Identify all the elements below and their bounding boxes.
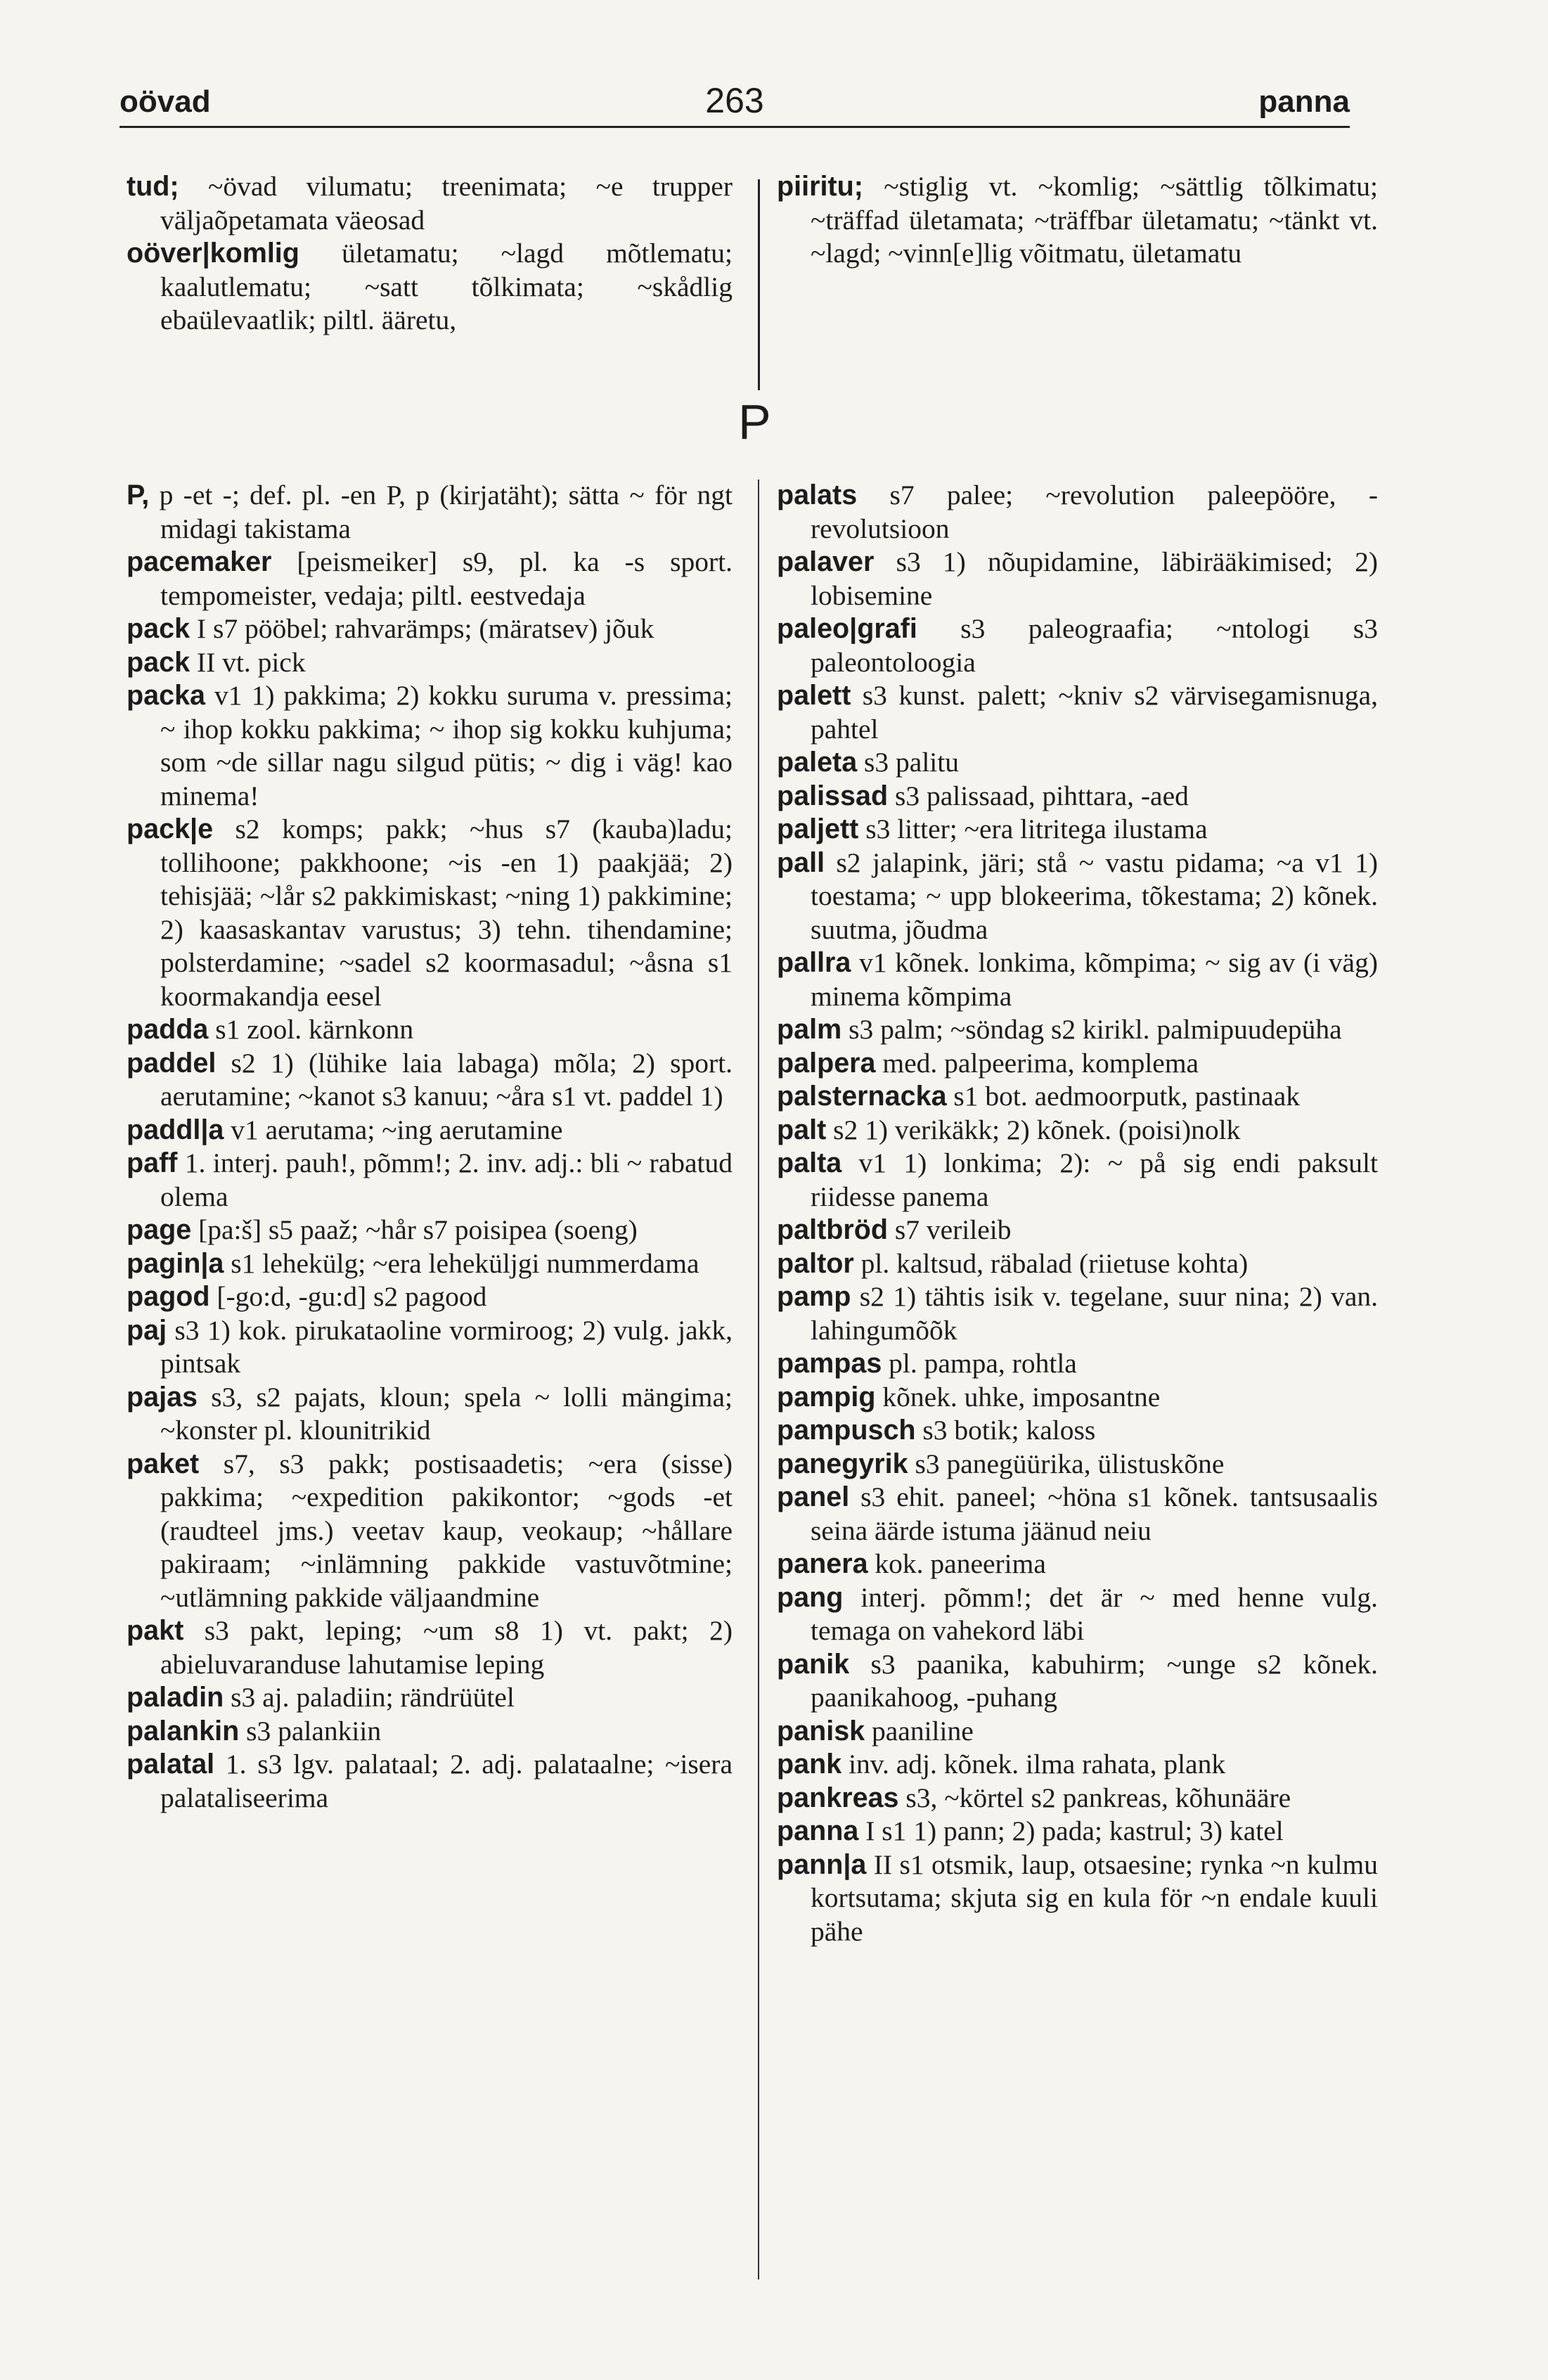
- headword: paljett: [777, 813, 859, 844]
- headword: palta: [777, 1147, 842, 1178]
- dictionary-entry: P, p -et -; def. pl. -en P, p (kirjatäht); sätta ~ för ngt midagi takistama: [127, 480, 733, 544]
- headword: paj: [127, 1314, 167, 1346]
- dictionary-entry: pacemaker [peismeiker] s9, pl. ka -s sport. tempomeister, vedaja; piltl. eestvedaja: [127, 546, 733, 611]
- headword: palm: [777, 1014, 842, 1045]
- headword: pang: [777, 1581, 844, 1613]
- page-number: 263: [705, 81, 764, 120]
- dictionary-entry: pank inv. adj. kõnek. ilma rahata, plank: [777, 1749, 1226, 1780]
- headword: pakt: [127, 1615, 184, 1646]
- headword: palett: [777, 680, 851, 711]
- dictionary-entry: palats s7 palee; ~revolution paleepööre, -revolutsioon: [777, 480, 1378, 544]
- dictionary-entry: paleta s3 palitu: [777, 747, 959, 778]
- headword: piiritu;: [777, 171, 863, 202]
- running-head: [120, 70, 1350, 134]
- dictionary-entry: pampas pl. pampa, rohtla: [777, 1348, 1077, 1379]
- dictionary-entry: paddl|a v1 aerutama; ~ing aerutamine: [127, 1114, 563, 1145]
- headword: pampig: [777, 1381, 876, 1413]
- headword: palaver: [777, 546, 875, 577]
- dictionary-entry: paj s3 1) kok. pirukataoline vormiroog; 2) vulg. jakk, pintsak: [127, 1314, 733, 1379]
- headword: pankreas: [777, 1782, 899, 1813]
- headword: pagin|a: [127, 1247, 224, 1279]
- dictionary-entry: pampig kõnek. uhke, imposantne: [777, 1381, 1161, 1413]
- left-guide-word: oövad: [120, 84, 211, 119]
- headword: padda: [127, 1014, 209, 1045]
- dictionary-entry: paladin s3 aj. paladiin; rändrüütel: [127, 1682, 515, 1713]
- right-column: [777, 479, 1378, 1948]
- dictionary-entry: palankin s3 palankiin: [127, 1715, 382, 1747]
- headword: pacemaker: [127, 546, 272, 577]
- column-divider: [758, 480, 759, 2279]
- dictionary-entry: pang interj. põmm!; det är ~ med henne vulg. temaga on vahekord läbi: [777, 1581, 1378, 1646]
- dictionary-entry: palett s3 kunst. palett; ~kniv s2 värvisegamisnuga, pahtel: [777, 680, 1378, 745]
- top-column-divider: [758, 179, 760, 390]
- headword: panera: [777, 1548, 868, 1579]
- headword: pack|e: [127, 813, 214, 844]
- dictionary-entry: pakt s3 pakt, leping; ~um s8 1) vt. pakt; 2) abieluvaranduse lahutamise leping: [127, 1615, 733, 1680]
- dictionary-entry: panegyrik s3 panegüürika, ülistuskõne: [777, 1448, 1225, 1479]
- headword: palankin: [127, 1715, 240, 1747]
- dictionary-entry: pack II vt. pick: [127, 646, 306, 678]
- dictionary-entry: pampusch s3 botik; kaloss: [777, 1415, 1096, 1446]
- headword: palsternacka: [777, 1081, 947, 1112]
- dictionary-entry: page [pa:š] s5 paaž; ~hår s7 poisipea (soeng): [127, 1214, 638, 1245]
- headword: palpera: [777, 1047, 876, 1079]
- headword: paddel: [127, 1047, 217, 1079]
- dictionary-entry: panik s3 paanika, kabuhirm; ~unge s2 kõnek. paanikahoog, -puhang: [777, 1648, 1378, 1713]
- headword: panisk: [777, 1715, 865, 1747]
- dictionary-entry: pajas s3, s2 pajats, kloun; spela ~ lolli mängima; ~konster pl. klounitrikid: [127, 1381, 733, 1446]
- headword: panegyrik: [777, 1448, 908, 1479]
- dictionary-entry: tud; ~övad vilumatu; treenimata; ~e trupper väljaõpetamata väeosad: [127, 171, 733, 236]
- headword: pall: [777, 847, 825, 878]
- dictionary-entry: palpera med. palpeerima, komplema: [777, 1047, 1199, 1079]
- dictionary-entry: palsternacka s1 bot. aedmoorputk, pastinaak: [777, 1081, 1300, 1112]
- headword: panna: [777, 1815, 859, 1846]
- headword: pamp: [777, 1281, 851, 1312]
- dictionary-entry: palaver s3 1) nõupidamine, läbirääkimised; 2) lobisemine: [777, 546, 1378, 611]
- dictionary-entry: palm s3 palm; ~söndag s2 kirikl. palmipuudepüha: [777, 1014, 1342, 1045]
- header-rule: [120, 126, 1350, 128]
- headword: palt: [777, 1114, 827, 1145]
- headword: page: [127, 1214, 192, 1245]
- headword: pampas: [777, 1348, 882, 1379]
- dictionary-entry: paff 1. interj. pauh!, põmm!; 2. inv. adj.: bli ~ rabatud olema: [127, 1147, 733, 1212]
- top-left-column: [127, 170, 733, 337]
- headword: pack: [127, 613, 191, 644]
- dictionary-entry: pankreas s3, ~körtel s2 pankreas, kõhunääre: [777, 1782, 1291, 1813]
- dictionary-entry: palt s2 1) verikäkk; 2) kõnek. (poisi)nolk: [777, 1114, 1241, 1145]
- headword: paleta: [777, 747, 858, 778]
- dictionary-entry: pack|e s2 komps; pakk; ~hus s7 (kauba)ladu; tollihoone; pakkhoone; ~is -en 1) paakjää; 2) tehisjää; ~lår s2 pakkimiskast; ~ning 1) pakkimine; 2) kaasaskantav varustus; 3) tehn. tihendamine; polsterdamine; ~sadel s2 koormasadul; ~åsna s1 koormakandja eesel: [127, 813, 733, 1012]
- headword: paff: [127, 1147, 178, 1178]
- dictionary-entry: pall s2 jalapink, järi; stå ~ vastu pidama; ~a v1 1) toestama; ~ upp blokeerima, tõkestama; 2) kõnek. suutma, jõudma: [777, 847, 1378, 945]
- dictionary-entry: packa v1 1) pakkima; 2) kokku suruma v. pressima; ~ ihop kokku pakkima; ~ ihop sig kokku kuhjuma; som ~de sillar nagu silgud pütis; ~ dig i väg! kao minema!: [127, 680, 733, 811]
- headword: P,: [127, 480, 150, 510]
- dictionary-entry: paleo|grafi s3 paleograafia; ~ntologi s3 paleontoloogia: [777, 613, 1378, 678]
- dictionary-entry: piiritu; ~stiglig vt. ~komlig; ~sättlig tõlkimatu; ~träffad ületamata; ~träffbar ületamatu; ~tänkt vt. ~lagd; ~vinn[e]lig võitmatu, ületamatu: [777, 171, 1378, 269]
- headword: paleo|grafi: [777, 613, 917, 644]
- headword: oöver|komlig: [127, 238, 299, 269]
- headword: pallra: [777, 947, 851, 978]
- dictionary-entry: oöver|komlig ületamatu; ~lagd mõtlematu; kaalutlematu; ~satt tõlkimata; ~skådlig ebaülevaatlik; piltl. ääretu,: [127, 238, 733, 335]
- dictionary-entry: panel s3 ehit. paneel; ~höna s1 kõnek. tantsusaalis seina äärde istuma jäänud neiu: [777, 1481, 1378, 1546]
- headword: panel: [777, 1481, 850, 1512]
- dictionary-entry: palta v1 1) lonkima; 2): ~ på sig endi paksult riidesse panema: [777, 1147, 1378, 1212]
- headword: palatal: [127, 1749, 215, 1780]
- headword: pack: [127, 646, 191, 678]
- dictionary-entry: pagin|a s1 lehekülg; ~era leheküljgi nummerdama: [127, 1247, 699, 1279]
- dictionary-entry: pann|a II s1 otsmik, laup, otsaesine; rynka ~n kulmu kortsutama; skjuta sig en kula för ~n endale kuuli pähe: [777, 1848, 1378, 1947]
- headword: palats: [777, 480, 858, 510]
- left-column: [127, 479, 733, 1815]
- headword: tud;: [127, 171, 179, 202]
- dictionary-entry: pamp s2 1) tähtis isik v. tegelane, suur nina; 2) van. lahingumõõk: [777, 1281, 1378, 1346]
- headword: paket: [127, 1448, 200, 1479]
- headword: packa: [127, 680, 206, 711]
- headword: panik: [777, 1648, 850, 1680]
- dictionary-entry: paddel s2 1) (lühike laia labaga) mõla; 2) sport. aerutamine; ~kanot s3 kanuu; ~åra s1 vt. paddel 1): [127, 1047, 733, 1112]
- dictionary-entry: paljett s3 litter; ~era litritega ilustama: [777, 813, 1208, 844]
- headword: pann|a: [777, 1848, 867, 1880]
- headword: pagod: [127, 1281, 210, 1312]
- headword: paddl|a: [127, 1114, 224, 1145]
- dictionary-entry: paket s7, s3 pakk; postisaadetis; ~era (sisse) pakkima; ~expedition pakikontor; ~gods -et (raudteel jms.) veetav kaup, veokaup; ~hållare pakiraam; ~inlämning pakkide vastuvõtmine; ~utlämning pakkide väljaandmine: [127, 1448, 733, 1613]
- dictionary-entry: paltor pl. kaltsud, räbalad (riietuse kohta): [777, 1247, 1249, 1279]
- headword: pank: [777, 1749, 842, 1780]
- dictionary-entry: palatal 1. s3 lgv. palataal; 2. adj. palataalne; ~isera palataliseerima: [127, 1749, 733, 1813]
- right-guide-word: panna: [1258, 84, 1350, 119]
- top-right-column: [777, 170, 1378, 271]
- dictionary-entry: palissad s3 palissaad, pihttara, -aed: [777, 780, 1189, 811]
- dictionary-entry: panera kok. paneerima: [777, 1548, 1046, 1579]
- dictionary-entry: pallra v1 kõnek. lonkima, kõmpima; ~ sig av (i väg) minema kõmpima: [777, 947, 1378, 1012]
- section-letter: P: [738, 394, 771, 449]
- dictionary-entry: pack I s7 pööbel; rahvarämps; (märatsev) jõuk: [127, 613, 654, 644]
- dictionary-entry: panna I s1 1) pann; 2) pada; kastrul; 3) katel: [777, 1815, 1284, 1846]
- headword: pajas: [127, 1381, 198, 1413]
- headword: paltbröd: [777, 1214, 888, 1245]
- headword: palissad: [777, 780, 889, 811]
- dictionary-entry: pagod [-go:d, -gu:d] s2 pagood: [127, 1281, 487, 1312]
- headword: pampusch: [777, 1415, 916, 1446]
- headword: paltor: [777, 1247, 854, 1279]
- dictionary-entry: panisk paaniline: [777, 1715, 974, 1747]
- dictionary-entry: paltbröd s7 verileib: [777, 1214, 1012, 1245]
- headword: paladin: [127, 1682, 224, 1713]
- dictionary-entry: padda s1 zool. kärnkonn: [127, 1014, 414, 1045]
